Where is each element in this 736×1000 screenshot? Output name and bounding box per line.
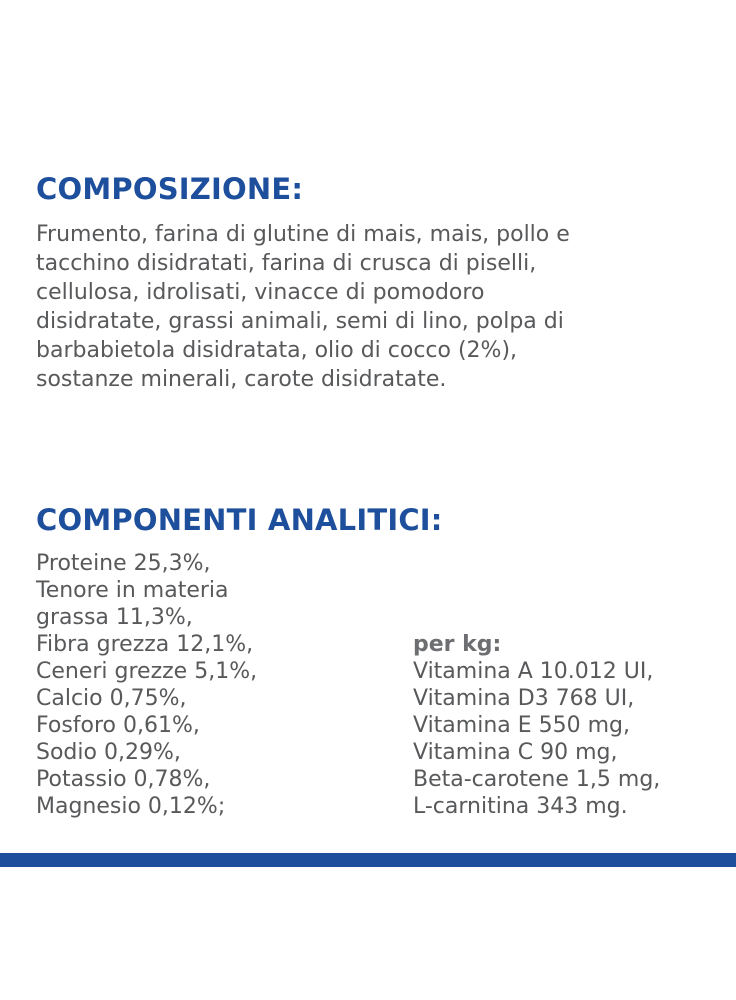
- list-item: Fibra grezza 12,1%,: [36, 632, 254, 657]
- list-item: L-carnitina 343 mg.: [413, 794, 628, 819]
- list-item: Sodio 0,29%,: [36, 740, 181, 765]
- list-item: Vitamina C 90 mg,: [413, 740, 618, 765]
- per-kg-label: per kg:: [413, 632, 502, 657]
- componenti-analitici-heading: COMPONENTI ANALITICI:: [36, 503, 443, 537]
- list-item: Vitamina A 10.012 UI,: [413, 659, 654, 684]
- list-item: Potassio 0,78%,: [36, 767, 211, 792]
- list-item: Vitamina E 550 mg,: [413, 713, 631, 738]
- list-item: Tenore in materia: [36, 578, 229, 603]
- composizione-text: [36, 220, 716, 394]
- composizione-heading: COMPOSIZIONE:: [36, 172, 304, 206]
- composizione-line: disidratate, grassi animali, semi di lino, polpa di: [36, 309, 564, 334]
- composizione-line: cellulosa, idrolisati, vinacce di pomodoro: [36, 280, 485, 305]
- bottom-blue-band: [0, 853, 736, 867]
- list-item: Calcio 0,75%,: [36, 686, 187, 711]
- analytical-components-list: [36, 550, 376, 820]
- list-item: Vitamina D3 768 UI,: [413, 686, 635, 711]
- list-item: Fosforo 0,61%,: [36, 713, 200, 738]
- composizione-line: barbabietola disidratata, olio di cocco (2%),: [36, 338, 518, 363]
- composizione-line: tacchino disidratati, farina di crusca di piselli,: [36, 251, 537, 276]
- vitamins-per-kg-list: [413, 631, 723, 820]
- composizione-line: Frumento, farina di glutine di mais, mais, pollo e: [36, 222, 570, 247]
- list-item: grassa 11,3%,: [36, 605, 193, 630]
- list-item: Magnesio 0,12%;: [36, 794, 226, 819]
- list-item: Proteine 25,3%,: [36, 551, 211, 576]
- composizione-line: sostanze minerali, carote disidratate.: [36, 367, 447, 392]
- list-item: Beta-carotene 1,5 mg,: [413, 767, 661, 792]
- list-item: Ceneri grezze 5,1%,: [36, 659, 258, 684]
